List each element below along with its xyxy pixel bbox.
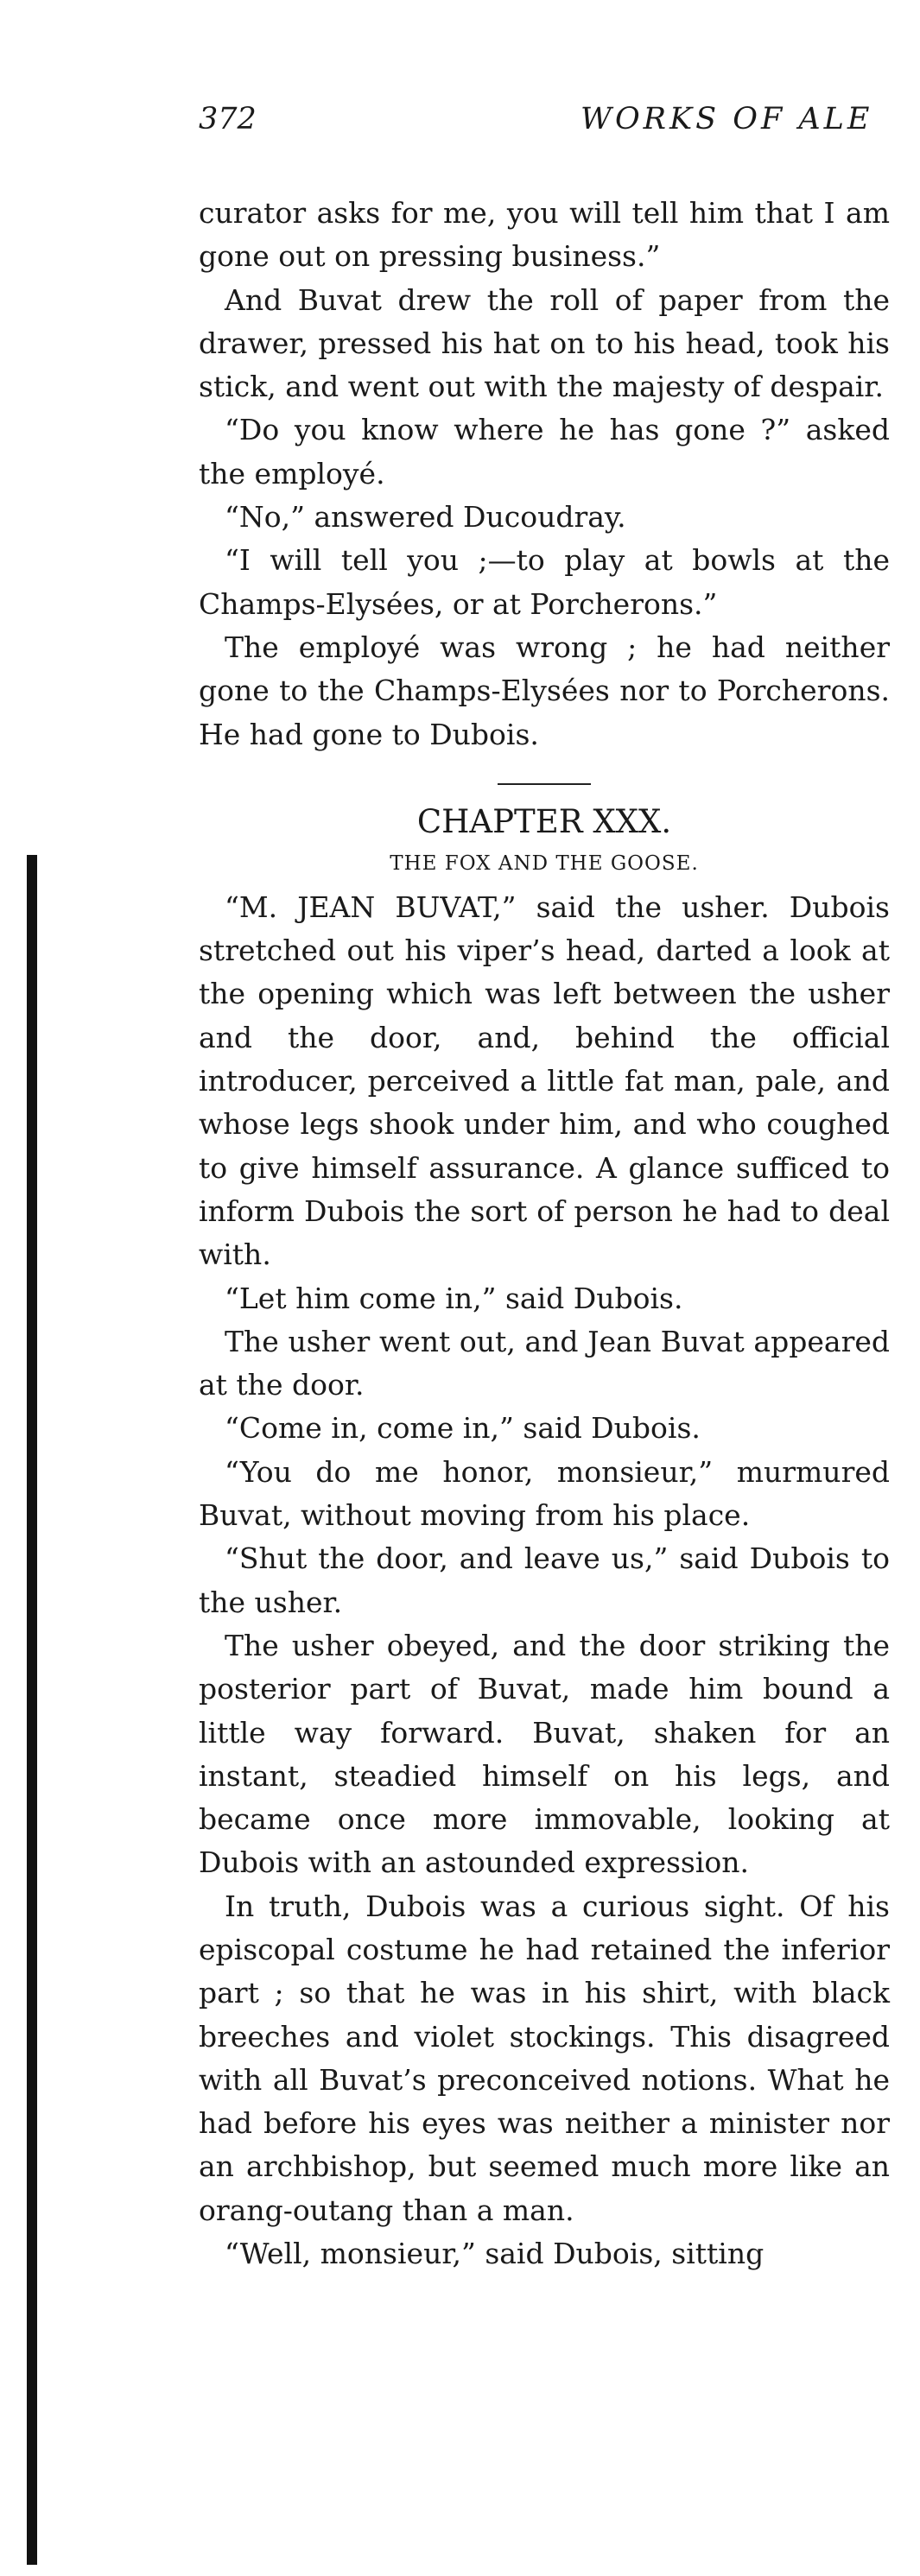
paragraph: “Let him come in,” said Dubois.: [225, 1281, 683, 1315]
chapter-subtitle: THE FOX AND THE GOOSE.: [390, 851, 699, 875]
paragraph: curator asks for me, you will tell him that I am gone out on pressing business.”: [199, 196, 890, 274]
paragraph: “Well, monsieur,” said Dubois, sitting: [225, 2237, 765, 2271]
paragraph: The employé was wrong ; he had neither gone to the Champs-Elysées nor to Porcherons. He had gone to Dubois.: [199, 630, 890, 751]
running-title: WORKS OF ALE: [581, 102, 873, 136]
paragraph: In truth, Dubois was a curious sight. Of his episcopal costume he had retained the inferior part ; so that he was in his shirt, with black breeches and violet stockings. This disagreed with all Buvat’s preconceived notions. What he had before his eyes was neither a minister nor an archbishop, but seemed much more like an orang-outang than a man.: [199, 1889, 890, 2227]
paragraph: The usher went out, and Jean Buvat appeared at the door.: [199, 1324, 890, 1402]
page-edge-shadow: [27, 855, 37, 2565]
paragraph: “No,” answered Ducoudray.: [225, 500, 626, 535]
paragraph: “You do me honor, monsieur,” murmured Buvat, without moving from his place.: [199, 1454, 890, 1533]
paragraph: “Do you know where he has gone ?” asked the employé.: [199, 413, 890, 491]
paragraph: The usher obeyed, and the door striking the posterior part of Buvat, made him bound a little way forward. Buvat, shaken for an instant, steadied himself on his legs, and became once more immovable, looking at Dubois with an astounded expression.: [199, 1628, 890, 1880]
paragraph: “I will tell you ;—to play at bowls at the Champs-Elysées, or at Porcherons.”: [199, 543, 890, 621]
paragraph: And Buvat drew the roll of paper from the drawer, pressed his hat on to his head, took his stick, and went out with the majesty of despair.: [199, 282, 890, 404]
chapter-title: CHAPTER XXX.: [416, 802, 672, 840]
paragraph: “M. JEAN BUVAT,” said the usher. Dubois stretched out his viper’s head, darted a look at the opening which was left between the usher and the door, and, behind the official introducer, perceived a little fat man, pale, and whose legs shook under him, and who coughed to give himself assurance. A glance sufficed to inform Dubois the sort of person he had to deal with.: [199, 889, 890, 1272]
paragraph: “Come in, come in,” said Dubois.: [225, 1411, 701, 1446]
body-text: [199, 192, 890, 2275]
paragraph: “Shut the door, and leave us,” said Dubois to the usher.: [199, 1541, 890, 1619]
page-number: 372: [199, 102, 257, 136]
running-head: [199, 102, 920, 140]
section-divider: [498, 783, 591, 785]
